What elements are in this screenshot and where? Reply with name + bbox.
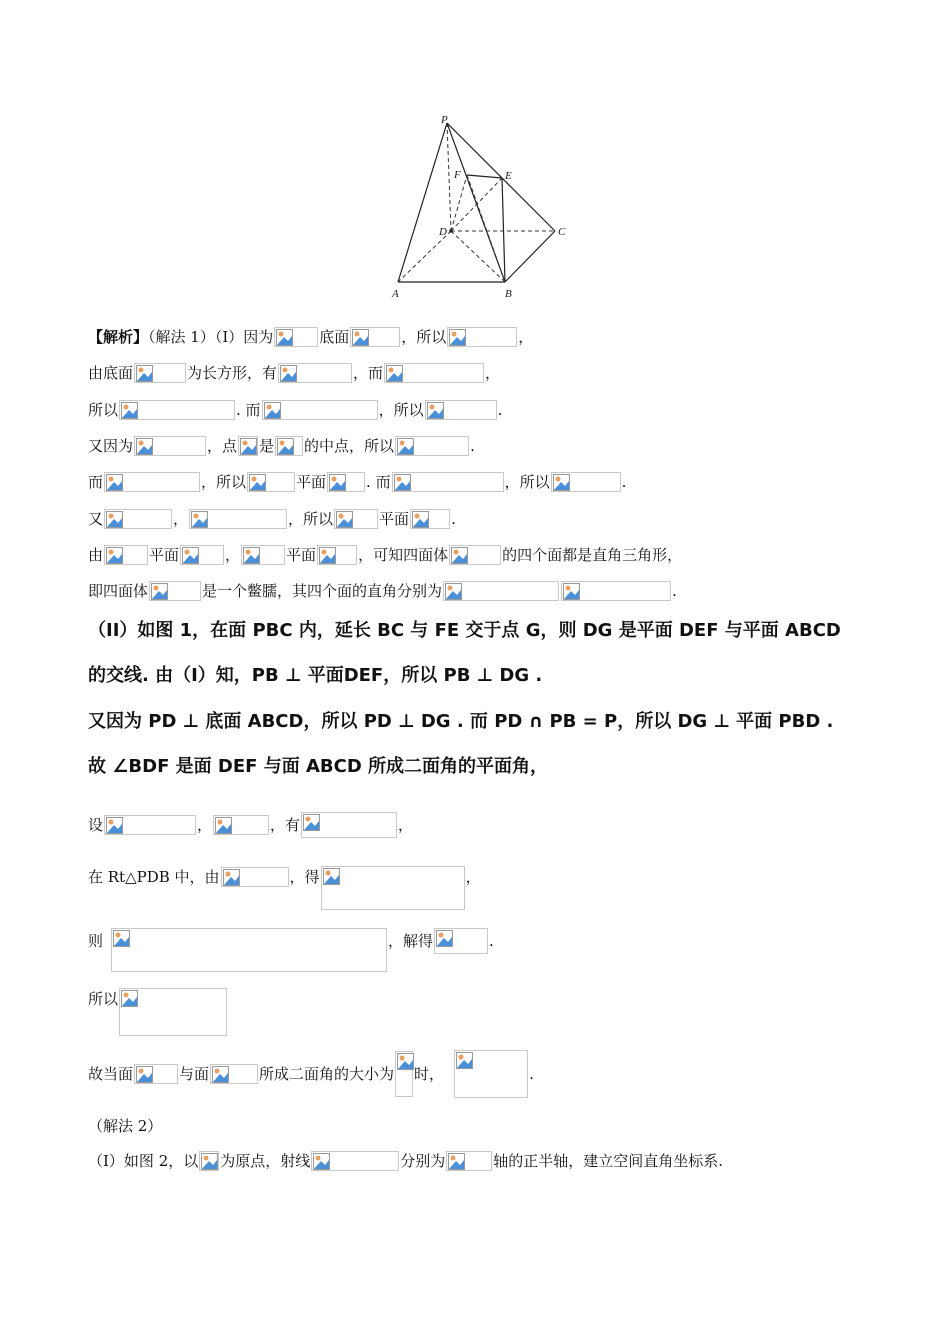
formula-image bbox=[134, 436, 206, 456]
text: ， bbox=[225, 546, 241, 564]
text: 轴的正半轴，建立空间直角坐标系. bbox=[493, 1152, 724, 1170]
analysis-label: 【解析】 bbox=[88, 328, 149, 346]
text: 故当面 bbox=[88, 1065, 134, 1083]
broken-image-icon bbox=[121, 402, 138, 419]
formula-image bbox=[221, 867, 289, 887]
formula-image bbox=[274, 327, 318, 347]
broken-image-icon bbox=[427, 402, 444, 419]
broken-image-icon bbox=[264, 402, 281, 419]
text: ，所以 bbox=[401, 328, 447, 346]
text: 所以 bbox=[88, 990, 119, 1008]
broken-image-icon bbox=[106, 474, 123, 491]
solution-line-8 bbox=[88, 580, 677, 601]
formula-image bbox=[395, 1051, 413, 1097]
formula-image bbox=[327, 472, 365, 492]
text: ，所以 bbox=[378, 401, 424, 419]
text: ，点 bbox=[207, 437, 238, 455]
text: （解法 2） bbox=[88, 1117, 163, 1135]
formula-image bbox=[384, 363, 484, 383]
formula-image bbox=[321, 866, 465, 910]
broken-image-icon bbox=[436, 930, 453, 947]
text: 平面 bbox=[286, 546, 317, 564]
label-B: B bbox=[505, 288, 512, 300]
formula-image bbox=[434, 928, 488, 954]
pyramid-diagram bbox=[388, 110, 578, 302]
broken-image-icon bbox=[280, 365, 297, 382]
formula-image bbox=[149, 581, 201, 601]
formula-image bbox=[210, 1064, 258, 1084]
broken-image-icon bbox=[182, 547, 199, 564]
label-A: A bbox=[392, 288, 399, 300]
broken-image-icon bbox=[352, 329, 369, 346]
broken-image-icon bbox=[243, 547, 260, 564]
broken-image-icon bbox=[201, 1153, 218, 1170]
text: ， bbox=[485, 364, 501, 382]
text: 平面 bbox=[379, 510, 410, 528]
formula-image bbox=[425, 400, 497, 420]
text: 为原点，射线 bbox=[220, 1152, 311, 1170]
broken-image-icon bbox=[191, 511, 208, 528]
formula-image bbox=[334, 509, 378, 529]
label-D: D bbox=[439, 226, 447, 238]
text: 的中点，所以 bbox=[304, 437, 395, 455]
text: 底面 bbox=[319, 328, 350, 346]
formula-image bbox=[119, 400, 235, 420]
pyramid-figure bbox=[388, 110, 578, 302]
formula-image bbox=[551, 472, 621, 492]
text: . bbox=[470, 437, 475, 455]
formula-image bbox=[392, 472, 504, 492]
solution-line-1 bbox=[88, 326, 533, 347]
text: 分别为 bbox=[400, 1152, 446, 1170]
broken-image-icon bbox=[276, 329, 293, 346]
broken-image-icon bbox=[223, 869, 240, 886]
text: . bbox=[621, 473, 627, 491]
solution-line-13 bbox=[88, 1050, 534, 1098]
text: . bbox=[529, 1065, 534, 1083]
text: . bbox=[497, 401, 503, 419]
solution-line-7 bbox=[88, 544, 682, 565]
broken-image-icon bbox=[448, 1153, 465, 1170]
formula-image bbox=[410, 509, 450, 529]
label-E: E bbox=[505, 170, 512, 182]
broken-image-icon bbox=[336, 511, 353, 528]
label-P: P bbox=[441, 114, 448, 126]
broken-image-icon bbox=[412, 511, 429, 528]
broken-image-icon bbox=[136, 438, 153, 455]
solution-line-11 bbox=[88, 928, 494, 972]
part-two-line-1: （II）如图 1，在面 PBC 内，延长 BC 与 FE 交于点 G，则 DG 是平面 DEF 与平面 ABCD bbox=[88, 620, 841, 641]
broken-image-icon bbox=[397, 438, 414, 455]
text: 平面 bbox=[149, 546, 180, 564]
text: . 而 bbox=[366, 473, 391, 491]
formula-image bbox=[262, 400, 378, 420]
text: 平面 bbox=[296, 473, 327, 491]
broken-image-icon bbox=[303, 814, 320, 831]
broken-image-icon bbox=[323, 868, 340, 885]
text: ，有 bbox=[270, 816, 301, 834]
broken-image-icon bbox=[319, 547, 336, 564]
label-F: F bbox=[454, 169, 461, 181]
formula-image bbox=[241, 545, 285, 565]
solution-line-12 bbox=[88, 988, 228, 1036]
text: ， bbox=[518, 328, 534, 346]
text: 即四面体 bbox=[88, 582, 149, 600]
formula-image bbox=[199, 1151, 219, 1171]
broken-image-icon bbox=[240, 438, 257, 455]
solution-line-4 bbox=[88, 435, 475, 456]
formula-image bbox=[449, 545, 501, 565]
formula-image bbox=[134, 1064, 178, 1084]
text: 由 bbox=[88, 546, 104, 564]
broken-image-icon bbox=[151, 583, 168, 600]
formula-image bbox=[213, 815, 269, 835]
solution-line-9 bbox=[88, 812, 413, 838]
broken-image-icon bbox=[451, 547, 468, 564]
part-two-line-3: 又因为 PD ⊥ 底面 ABCD，所以 PD ⊥ DG . 而 PD ∩ PB = P，所以 DG ⊥ 平面 PBD . bbox=[88, 711, 834, 732]
label-C: C bbox=[558, 226, 566, 238]
formula-image bbox=[275, 436, 303, 456]
text: ，所以 bbox=[201, 473, 247, 491]
text: 时， bbox=[414, 1065, 445, 1083]
broken-image-icon bbox=[249, 474, 266, 491]
solution-line-3 bbox=[88, 399, 502, 420]
text: ，所以 bbox=[288, 510, 334, 528]
text: 为长方形，有 bbox=[187, 364, 278, 382]
text: . bbox=[489, 932, 494, 950]
text: 又因为 bbox=[88, 437, 134, 455]
text: 是 bbox=[259, 437, 275, 455]
text: ， bbox=[173, 510, 189, 528]
solution-line-10 bbox=[88, 866, 481, 910]
formula-image bbox=[119, 988, 227, 1036]
broken-image-icon bbox=[386, 365, 403, 382]
formula-image bbox=[104, 815, 196, 835]
broken-image-icon bbox=[553, 474, 570, 491]
formula-image bbox=[443, 581, 559, 601]
formula-image bbox=[447, 327, 517, 347]
broken-image-icon bbox=[277, 438, 294, 455]
text: ，可知四面体 bbox=[358, 546, 449, 564]
broken-image-icon bbox=[215, 817, 232, 834]
formula-image bbox=[311, 1151, 399, 1171]
formula-image bbox=[104, 472, 200, 492]
text: （解法 1）（Ⅰ）因为 bbox=[148, 328, 274, 346]
text: 所成二面角的大小为 bbox=[259, 1065, 395, 1083]
solution-line-5 bbox=[88, 471, 626, 492]
formula-image bbox=[301, 812, 397, 838]
text: 的四个面都是直角三角形， bbox=[502, 546, 683, 564]
formula-image bbox=[104, 509, 172, 529]
text: . 而 bbox=[236, 401, 261, 419]
text: 又 bbox=[88, 510, 104, 528]
part-two-line-2: 的交线. 由（I）知，PB ⊥ 平面DEF，所以 PB ⊥ DG . bbox=[88, 665, 543, 686]
text: （Ⅰ）如图 2，以 bbox=[88, 1152, 199, 1170]
text: 而 bbox=[88, 473, 104, 491]
text: ， bbox=[465, 868, 481, 886]
formula-image bbox=[395, 436, 469, 456]
text: 所以 bbox=[88, 401, 119, 419]
text: 在 Rt△PDB 中，由 bbox=[88, 868, 220, 886]
broken-image-icon bbox=[106, 547, 123, 564]
formula-image bbox=[247, 472, 295, 492]
formula-image bbox=[446, 1151, 492, 1171]
text: . bbox=[451, 510, 456, 528]
solution-line-2 bbox=[88, 362, 500, 383]
text: 则 bbox=[88, 932, 104, 950]
formula-image bbox=[111, 928, 387, 972]
solution-line-15 bbox=[88, 1150, 723, 1171]
text: ，所以 bbox=[504, 473, 550, 491]
text: ，解得 bbox=[388, 932, 434, 950]
broken-image-icon bbox=[106, 817, 123, 834]
formula-image bbox=[278, 363, 352, 383]
formula-image bbox=[317, 545, 357, 565]
broken-image-icon bbox=[313, 1153, 330, 1170]
text: 是一个鳖臑，其四个面的直角分别为 bbox=[202, 582, 443, 600]
formula-image bbox=[350, 327, 400, 347]
text: . bbox=[672, 582, 677, 600]
broken-image-icon bbox=[563, 583, 580, 600]
broken-image-icon bbox=[136, 1066, 153, 1083]
text: ，得 bbox=[289, 868, 320, 886]
broken-image-icon bbox=[136, 365, 153, 382]
text: 由底面 bbox=[88, 364, 134, 382]
broken-image-icon bbox=[212, 1066, 229, 1083]
broken-image-icon bbox=[397, 1053, 414, 1070]
text: ， bbox=[398, 816, 414, 834]
solution-line-6 bbox=[88, 508, 456, 529]
text: ， bbox=[197, 816, 213, 834]
broken-image-icon bbox=[394, 474, 411, 491]
formula-image bbox=[561, 581, 671, 601]
text: 设 bbox=[88, 816, 104, 834]
broken-image-icon bbox=[106, 511, 123, 528]
method-two-heading bbox=[88, 1115, 162, 1136]
formula-image bbox=[454, 1050, 528, 1098]
formula-image bbox=[238, 436, 258, 456]
broken-image-icon bbox=[449, 329, 466, 346]
formula-image bbox=[104, 545, 148, 565]
text: ，而 bbox=[353, 364, 384, 382]
broken-image-icon bbox=[445, 583, 462, 600]
broken-image-icon bbox=[113, 930, 130, 947]
formula-image bbox=[134, 363, 186, 383]
broken-image-icon bbox=[329, 474, 346, 491]
formula-image bbox=[189, 509, 287, 529]
part-two-line-4: 故 ∠BDF 是面 DEF 与面 ABCD 所成二面角的平面角， bbox=[88, 756, 549, 777]
formula-image bbox=[180, 545, 224, 565]
broken-image-icon bbox=[456, 1052, 473, 1069]
broken-image-icon bbox=[121, 990, 138, 1007]
text: 与面 bbox=[179, 1065, 210, 1083]
